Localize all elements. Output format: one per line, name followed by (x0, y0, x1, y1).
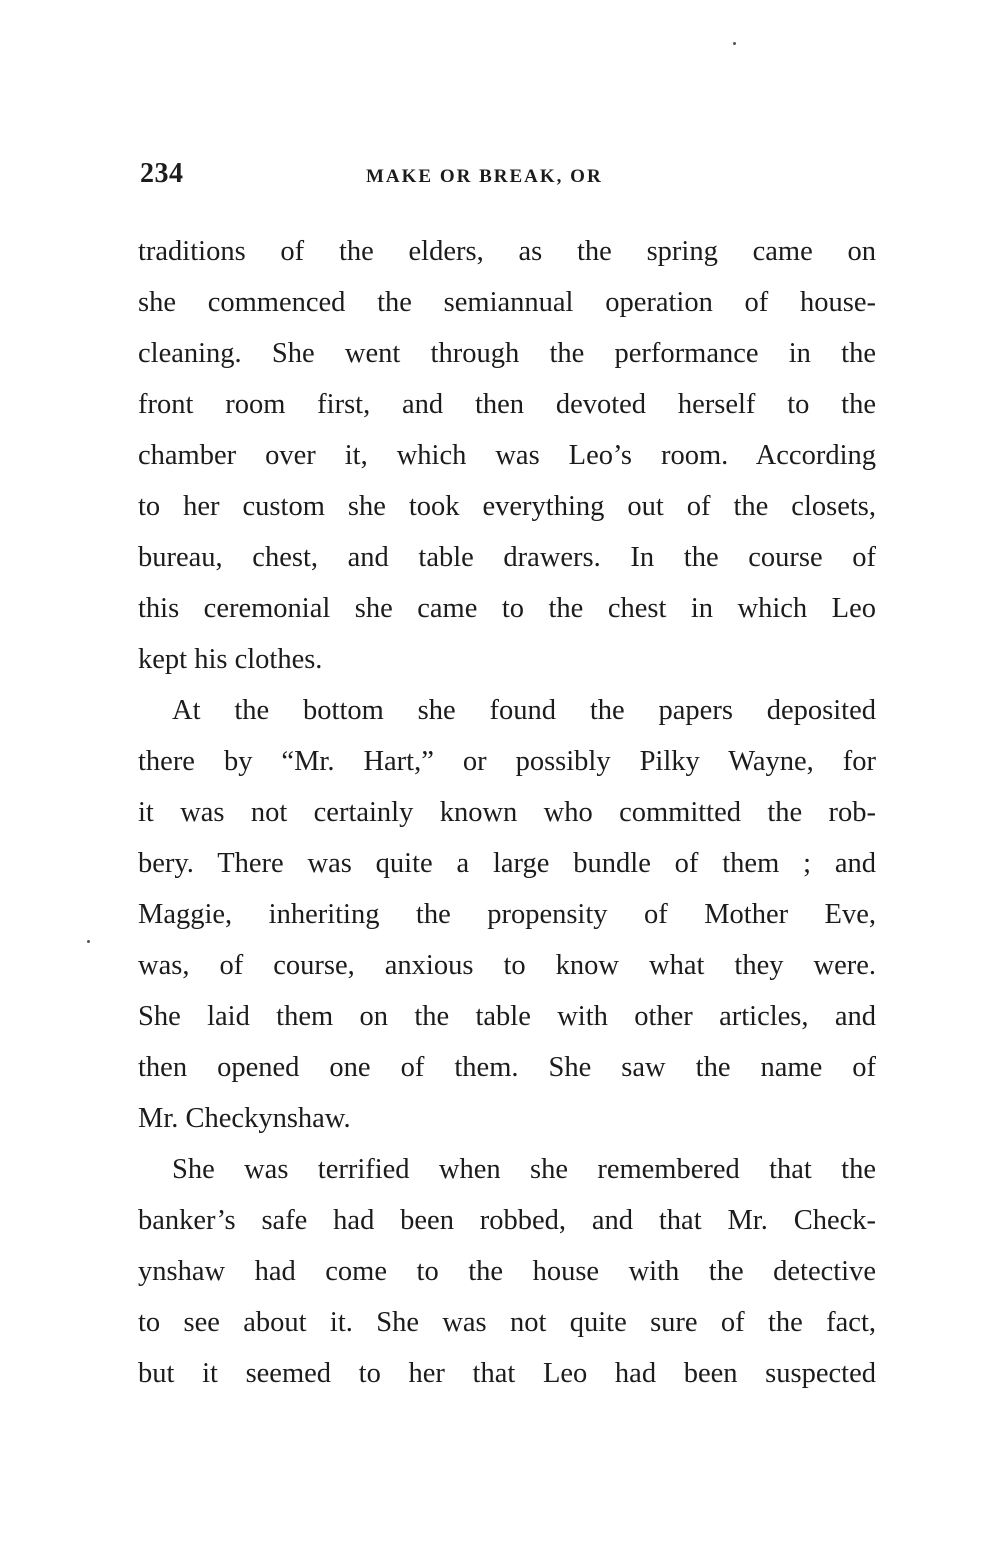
running-title: MAKE OR BREAK, OR (366, 166, 603, 187)
print-speck (87, 940, 90, 943)
text-line: to see about it. She was not quite sure of the fact, (138, 1307, 876, 1338)
text-line: front room first, and then devoted herself to the (138, 389, 876, 420)
print-speck (733, 42, 736, 45)
text-line: bery. There was quite a large bundle of them ; and (138, 848, 876, 879)
page-header (140, 158, 878, 194)
text-line: this ceremonial she came to the chest in which Leo (138, 593, 876, 624)
text-line: She laid them on the table with other articles, and (138, 1001, 876, 1032)
text-line: chamber over it, which was Leo’s room. According (138, 440, 876, 471)
page-number: 234 (140, 158, 184, 189)
text-line: was, of course, anxious to know what they were. (138, 950, 876, 981)
text-line: At the bottom she found the papers deposited (172, 695, 876, 726)
text-line: kept his clothes. (138, 644, 323, 675)
text-line: cleaning. She went through the performance in the (138, 338, 876, 369)
body-text (138, 226, 876, 1399)
text-line: to her custom she took everything out of the closets, (138, 491, 876, 522)
text-line: banker’s safe had been robbed, and that Mr. Check- (138, 1205, 876, 1236)
text-line: bureau, chest, and table drawers. In the course of (138, 542, 876, 573)
text-line: she commenced the semiannual operation of house- (138, 287, 876, 318)
text-line: it was not certainly known who committed the rob- (138, 797, 876, 828)
text-line: ynshaw had come to the house with the detective (138, 1256, 876, 1287)
text-line: traditions of the elders, as the spring came on (138, 236, 876, 267)
text-line: She was terrified when she remembered that the (172, 1154, 876, 1185)
text-line: but it seemed to her that Leo had been suspected (138, 1358, 876, 1389)
text-line: Maggie, inheriting the propensity of Mother Eve, (138, 899, 876, 930)
text-line: Mr. Checkynshaw. (138, 1103, 351, 1134)
text-line: then opened one of them. She saw the name of (138, 1052, 876, 1083)
text-line: there by “Mr. Hart,” or possibly Pilky Wayne, for (138, 746, 876, 777)
